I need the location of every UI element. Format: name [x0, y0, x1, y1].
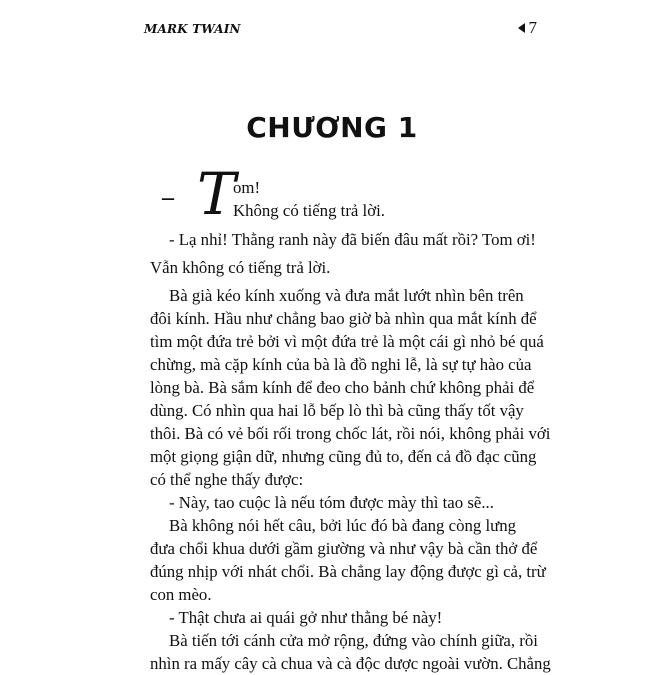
body-line: có thể nghe thấy được: [150, 470, 304, 489]
chapter-title: CHƯƠNG 1 [246, 111, 418, 144]
body-line: thôi. Bà có vẻ bối rối trong chốc lát, rồi nói, không phải với [150, 424, 551, 443]
body-line: Vẫn không có tiếng trả lời. [150, 258, 331, 277]
body-line: - Thật chưa ai quái gở như thằng bé này! [169, 608, 443, 627]
dialogue-dash: – [162, 185, 174, 211]
body-line: đúng nhịp với nhát chổi. Bà chẳng lay động được gì cả, trừ [150, 562, 546, 581]
opening-word: om! [233, 178, 261, 197]
body-line: Bà tiến tới cánh cửa mở rộng, đứng vào chính giữa, rồi [169, 631, 538, 650]
body-line: dùng. Có nhìn qua hai lỗ bếp lò thì bà cũng thấy tốt vậy [150, 401, 524, 420]
drop-cap: T [197, 160, 236, 228]
body-line: một giọng giận dữ, nhưng cũng đủ to, đến cả đồ đạc cũng [150, 447, 537, 466]
body-line: Bà không nói hết câu, bởi lúc đó bà đang còng lưng [169, 516, 516, 535]
page-number [518, 18, 538, 38]
running-head-author: MARK TWAIN [144, 22, 241, 36]
body-text [150, 228, 551, 675]
body-line: con mèo. [150, 585, 212, 604]
body-line: lòng bà. Bà sắm kính để đeo cho bảnh chứ không phải để [150, 378, 535, 397]
triangle-marker-icon [518, 23, 525, 33]
body-line: - Lạ nhỉ! Thằng ranh này đã biến đâu mất rồi? Tom ơi! [169, 230, 536, 249]
body-line: Bà già kéo kính xuống và đưa mắt lướt nhìn bên trên [169, 286, 524, 305]
body-line: - Này, tao cuộc là nếu tóm được mày thì tao sẽ... [169, 493, 494, 512]
body-line: chừng, mà cặp kính của bà là đồ nghi lễ, là sự tự hào của [150, 355, 532, 374]
body-line: đưa chổi khua dưới gầm giường và như vậy bà cần thở để [150, 539, 538, 558]
body-line: nhìn ra mấy cây cà chua và cà độc dược ngoài vườn. Chẳng [150, 654, 551, 673]
body-line: tìm một đứa trẻ bởi vì một đứa trẻ là một cái gì nhỏ bé quá [150, 332, 544, 351]
body-line: đôi kính. Hầu như chẳng bao giờ bà nhìn qua mắt kính để [150, 309, 537, 328]
opening-line-2: Không có tiếng trả lời. [233, 201, 385, 220]
page-number-value: 7 [528, 18, 537, 37]
